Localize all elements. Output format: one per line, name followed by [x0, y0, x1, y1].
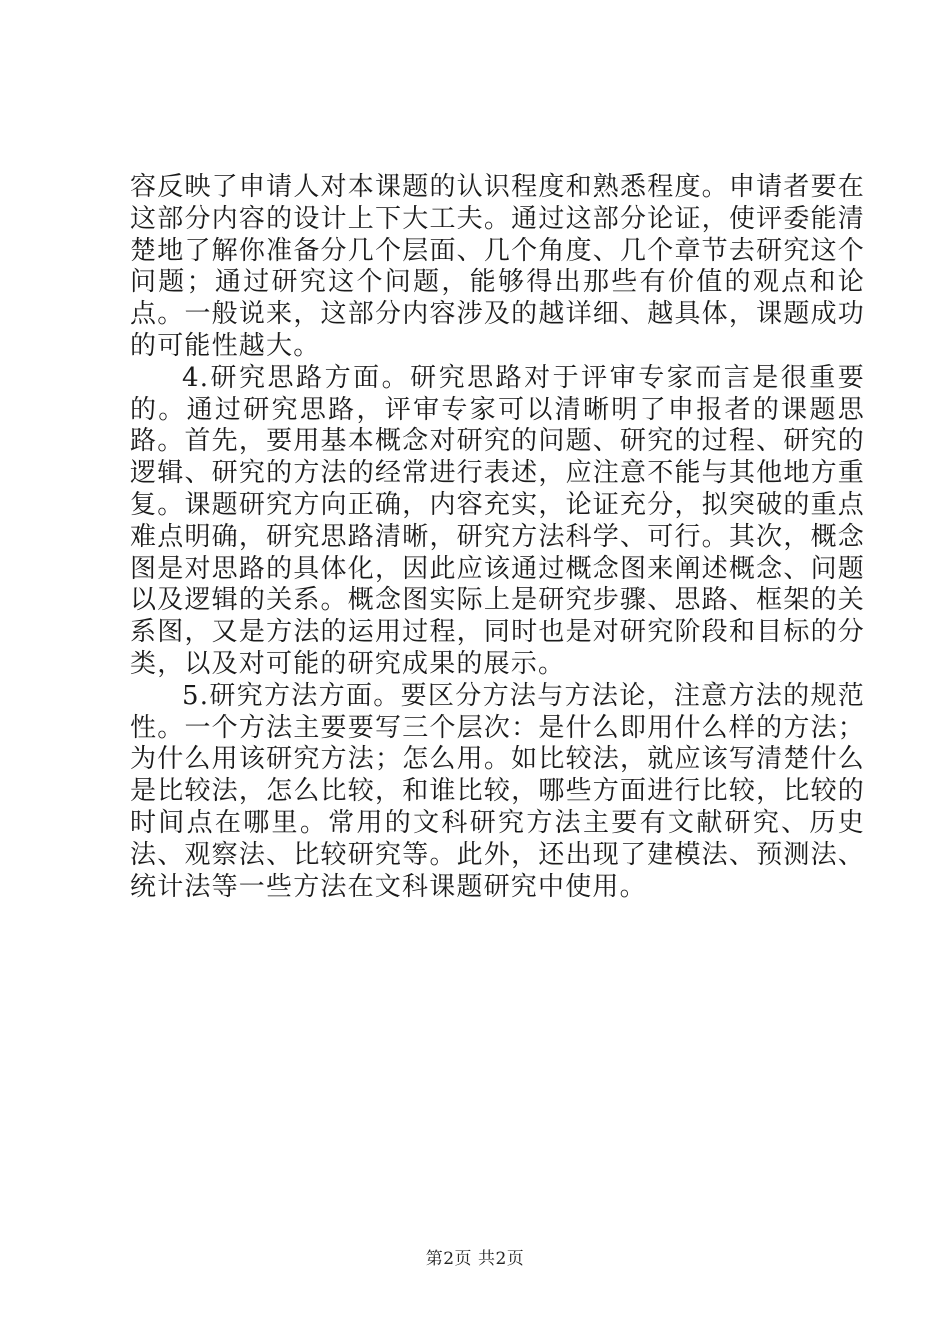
page-footer — [0, 1244, 950, 1269]
paragraph-research-approach: 4.研究思路方面。研究思路对于评审专家而言是很重要的。通过研究思路，评审专家可以清晰明了申报者的课题思路。首先，要用基本概念对研究的问题、研究的过程、研究的逻辑、研究的方法的经常进行表述，应注意不能与其他地方重复。课题研究方向正确，内容充实，论证充分，拟突破的重点难点明确，研究思路清晰，研究方法科学、可行。其次，概念图是对思路的具体化，因此应该通过概念图来阐述概念、问题以及逻辑的关系。概念图实际上是研究步骤、思路、框架的关系图，又是方法的运用过程，同时也是对研究阶段和目标的分类，以及对可能的研究成果的展示。 — [130, 362, 865, 679]
paragraph-research-methods: 5.研究方法方面。要区分方法与方法论，注意方法的规范性。一个方法主要要写三个层次：是什么即用什么样的方法；为什么用该研究方法；怎么用。如比较法，就应该写清楚什么是比较法，怎么比较，和谁比较，哪些方面进行比较，比较的时间点在哪里。常用的文科研究方法主要有文献研究、历史法、观察法、比较研究等。此外，还出现了建模法、预测法、统计法等一些方法在文科课题研究中使用。 — [130, 680, 865, 902]
page-number-indicator: 第2页 共2页 — [425, 1249, 525, 1269]
paragraph-continuation: 容反映了申请人对本课题的认识程度和熟悉程度。申请者要在这部分内容的设计上下大工夫。通过这部分论证，使评委能清楚地了解你准备分几个层面、几个角度、几个章节去研究这个问题；通过研究这个问题，能够得出那些有价值的观点和论点。一般说来，这部分内容涉及的越详细、越具体，课题成功的可能性越大。 — [130, 172, 865, 361]
document-body — [130, 172, 865, 903]
